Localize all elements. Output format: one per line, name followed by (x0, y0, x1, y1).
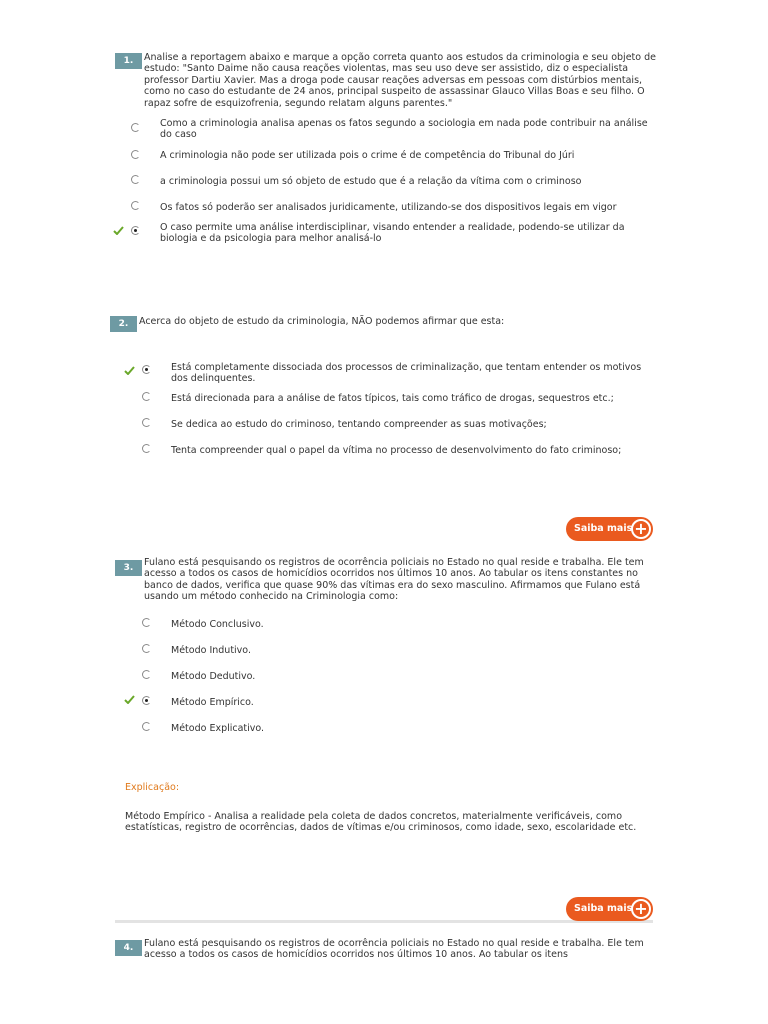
check-icon (124, 695, 135, 704)
saiba-mais-label: Saiba mais (574, 523, 633, 534)
question-number: 2. (110, 316, 137, 332)
radio-icon[interactable] (142, 670, 151, 679)
radio-icon[interactable] (142, 365, 151, 374)
radio-icon[interactable] (131, 226, 140, 235)
option-text: Está direcionada para a análise de fatos típicos, tais como tráfico de drogas, sequestros etc.; (171, 393, 614, 404)
radio-icon[interactable] (142, 696, 151, 705)
explanation-text: Método Empírico - Analisa a realidade pela coleta de dados concretos, materialmente verificáveis, como estatísticas, registro de ocorrências, dados de vítimas e/ou criminosos, como idade, sexo, escolaridade etc. (125, 811, 637, 834)
question-text: Analise a reportagem abaixo e marque a opção correta quanto aos estudos da criminologia e seu objeto de estudo: "Santo Daime não causa reações violentas, mas seu uso deve ser assistido, diz o especialista professor Dartiu Xavier. Mas a droga pode causar reações adversas em pessoas com distúrbios mentais, como no caso do estudante de 24 anos, principal suspeito de assassinar Glauco Villas Boas e seu filho. O rapaz sofre de esquizofrenia, segundo relatam alguns parentes." (144, 52, 656, 109)
radio-icon[interactable] (142, 618, 151, 627)
radio-icon[interactable] (142, 644, 151, 653)
option-text: Como a criminologia analisa apenas os fatos segundo a sociologia em nada pode contribuir na análise do caso (160, 118, 648, 141)
question-number: 1. (115, 53, 142, 69)
plus-icon: + (631, 519, 651, 539)
question-number: 3. (115, 560, 142, 576)
saiba-mais-label: Saiba mais (574, 903, 633, 914)
radio-icon[interactable] (131, 123, 140, 132)
option-text: Está completamente dissociada dos processos de criminalização, que tentam entender os motivos dos delinquentes. (171, 362, 642, 385)
question-text: Fulano está pesquisando os registros de ocorrência policiais no Estado no qual reside e trabalha. Ele tem acesso a todos os casos de homicídios ocorridos nos últimos 10 anos. Ao tabular os itens (144, 938, 644, 961)
radio-icon[interactable] (131, 150, 140, 159)
radio-icon[interactable] (142, 418, 151, 427)
option-text: Método Dedutivo. (171, 671, 256, 682)
option-text: Método Empírico. (171, 697, 254, 708)
divider (115, 920, 653, 923)
option-text: Os fatos só poderão ser analisados juridicamente, utilizando-se dos dispositivos legais em vigor (160, 202, 617, 213)
explanation-title: Explicação: (125, 782, 180, 793)
plus-icon: + (631, 899, 651, 919)
check-icon (124, 366, 135, 375)
radio-icon[interactable] (142, 392, 151, 401)
radio-icon[interactable] (142, 722, 151, 731)
check-icon (113, 226, 124, 235)
saiba-mais-button[interactable] (566, 517, 653, 541)
radio-icon[interactable] (142, 444, 151, 453)
saiba-mais-button[interactable] (566, 897, 653, 921)
option-text: Se dedica ao estudo do criminoso, tentando compreender as suas motivações; (171, 419, 547, 430)
radio-icon[interactable] (131, 201, 140, 210)
option-text: Método Explicativo. (171, 723, 265, 734)
question-number: 4. (115, 940, 142, 956)
option-text: Método Conclusivo. (171, 619, 264, 630)
question-text: Acerca do objeto de estudo da criminologia, NÃO podemos afirmar que esta: (139, 316, 505, 327)
option-text: A criminologia não pode ser utilizada pois o crime é de competência do Tribunal do Júri (160, 150, 575, 161)
option-text: a criminologia possui um só objeto de estudo que é a relação da vítima com o criminoso (160, 176, 582, 187)
option-text: Método Indutivo. (171, 645, 251, 656)
option-text: O caso permite uma análise interdisciplinar, visando entender a realidade, podendo-se utilizar da biologia e da psicologia para melhor analisá-lo (160, 222, 625, 245)
question-text: Fulano está pesquisando os registros de ocorrência policiais no Estado no qual reside e trabalha. Ele tem acesso a todos os casos de homicídios ocorridos nos últimos 10 anos. Ao tabular os itens constantes no banco de dados, verifica que quase 90% das vítimas era do sexo masculino. Afirmamos que Fulano está usando um método conhecido na Criminologia como: (144, 557, 644, 603)
radio-icon[interactable] (131, 175, 140, 184)
option-text: Tenta compreender qual o papel da vítima no processo de desenvolvimento do fato criminoso; (171, 445, 622, 456)
